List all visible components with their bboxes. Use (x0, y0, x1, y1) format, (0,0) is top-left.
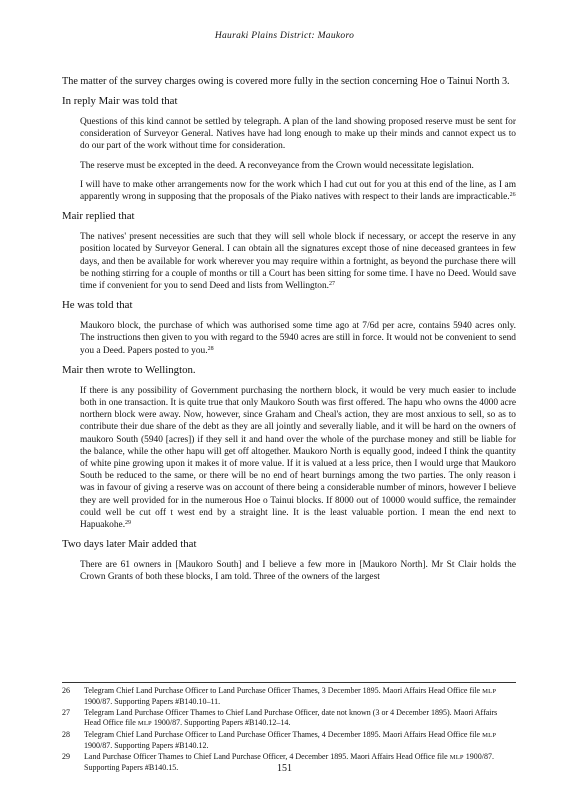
footnote-file-prefix: MLP (137, 720, 152, 727)
quote-paragraph: Questions of this kind cannot be settled by telegraph. A plan of the land showing proposed reserve must be sent for consideration of Surveyor General. Natives have had long enough to make up their minds and cannot expect us to do our part of the work without time for consideration. (80, 117, 516, 152)
footnote-text-part: Telegram Chief Land Purchase Officer to Land Purchase Officer Thames, 4 December 1895. Maori Affairs Head Office file (84, 730, 483, 739)
footnote-text (84, 730, 516, 751)
footnote-ref: 29 (125, 520, 132, 527)
footnote-file-prefix: MLP (482, 688, 497, 695)
lead-two-days-later: Two days later Mair added that (62, 538, 197, 551)
footnotes (62, 682, 516, 774)
footnote-ref: 28 (207, 345, 214, 352)
footnote-number: 26 (62, 686, 70, 695)
footnote-text (84, 708, 516, 729)
quote-paragraph (62, 231, 516, 292)
lead-in-reply: In reply Mair was told that (62, 95, 178, 107)
intro-paragraph: The matter of the survey charges owing is covered more fully in the section concerning Hoe o Tainui North 3. (62, 76, 510, 87)
quote-mair-replied (62, 231, 516, 292)
footnote-file-prefix: MLP (449, 754, 464, 761)
quote-two-days-later (62, 559, 516, 583)
quote-paragraph (62, 179, 516, 203)
footnote-text-part: 1900/87. Supporting Papers #B140.15. (84, 752, 494, 772)
footnote-number: 29 (62, 752, 70, 761)
footnote-text-part: Telegram Chief Land Purchase Officer to Land Purchase Officer Thames, 3 December 1895. Maori Affairs Head Office file (84, 686, 483, 695)
footnote-text-part: Land Purchase Officer Thames to Chief Land Purchase Officer, 4 December 1895. Maori Affairs Head Office file (84, 752, 450, 761)
quote-reply (62, 116, 516, 203)
quote-paragraph: There are 61 owners in [Maukoro South] and I believe a few more in [Maukoro North]. Mr St Clair holds the Crown Grants of both these blocks, I am told. Three of the owners of the largest (80, 560, 516, 583)
quote-he-was-told (62, 320, 516, 357)
lead-mair-replied: Mair replied that (62, 210, 135, 223)
quote-text: The natives' present necessities are such that they will sell whole block if necessary, or accept the reserve in any position located by Surveyor General. I can obtain all the signatures except those of nine deceased grantees in few days, and then be available for work wherever you may require within a fortnight, as beyond the purchase there will be nothing stirring for a couple of months or till a Court has been sitting for some time. I have no Deed. Would save time if convenient for you to send Deed and lists from Wellington. (80, 232, 516, 292)
footnote-text (84, 686, 516, 707)
footnote-text-part: 1900/87. Supporting Papers #B140.10–11. (84, 697, 221, 706)
footnote (62, 730, 516, 751)
quote-text: If there is any possibility of Government purchasing the northern block, it would be very much easier to include both in one transaction. It is quite true that only Maukoro South was first offered. The hapu who owns the 4000 acre northern block were away. Now, however, since Graham and Cheal's action, they are most anxious to sell, so as to contribute their due share of the debt as they are all jointly and severally liable, and it will be hard on the owners of maukoro South (5940 [acres]) if they sell it and hand over the whole of the purchase money and still be liable for the balance, while the other hapu will get off altogether. Maukoro North is equally good, indeed I think the quantity of white pine growing upon it makes it of more value. If it is valued at a less price, then I would urge that Maukoro South be reduced to the same, or there will be no end of heart burnings among the two parties. The only reason i was in favour of giving a reserve was on account of there being a considerable number of minors, however I believe they are well provided for in the numerous Hoe o Tainui blocks. If 8000 out of 10000 would suffice, the remainder could well be cut off t west end by a straight line. It is the least valuable portion. I mean the end next to Hapuakohe. (80, 385, 516, 531)
footnote-text-part: Telegram Land Purchase Officer Thames to Chief Land Purchase Officer, date not known (3 or 4 December 1895). Maori Affairs Head Office file (84, 708, 498, 727)
lead-mair-wrote: Mair then wrote to Wellington. (62, 363, 196, 376)
footnote-file-prefix: MLP (482, 732, 497, 739)
footnote-number: 27 (62, 708, 70, 717)
quote-paragraph (62, 320, 516, 357)
page-number: 151 (277, 763, 292, 774)
quote-paragraph: The reserve must be excepted in the deed. A reconveyance from the Crown would necessitate legislation. (80, 160, 474, 171)
footnote-number: 28 (62, 730, 70, 739)
quote-text: Maukoro block, the purchase of which was authorised some time ago at 7/6d per acre, contains 5940 acres only. The instructions then given to you with regard to the 5940 acres are still in force. It would not be convenient to send you a Deed. Papers posted to you. (80, 321, 516, 356)
body-text (62, 75, 516, 591)
quote-mair-wrote (62, 385, 516, 531)
running-head: Hauraki Plains District: Maukoro (214, 31, 355, 41)
quote-text: I will have to make other arrangements now for the work which I had cut out for you at this end of the line, as I am apparently wrong in supposing that the proposals of the Piako natives with respect to their lands are impracticable. (80, 179, 516, 203)
footnote-ref: 26 (509, 192, 516, 199)
lead-he-was-told: He was told that (62, 299, 133, 312)
footnote (62, 686, 516, 707)
footnote-text-part: 1900/87. Supporting Papers #B140.12. (84, 741, 209, 750)
footnote-text-part: 1900/87. Supporting Papers #B140.12–14. (151, 718, 291, 727)
quote-paragraph (62, 385, 516, 531)
footnote-ref: 27 (329, 281, 336, 288)
footnote (62, 708, 516, 729)
